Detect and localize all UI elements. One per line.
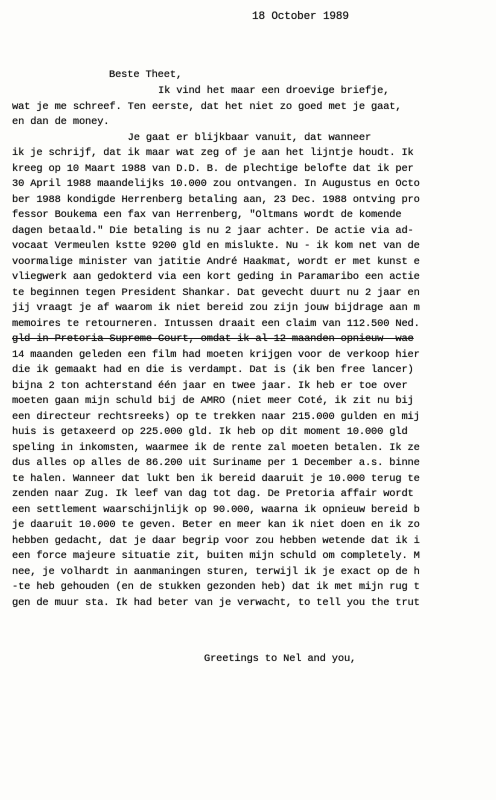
body-line: een directeur rechtsreeks) op te trekken naar 215.000 gulden en mij [12, 410, 420, 423]
body-line: huis is getaxeerd op 225.000 gld. Ik heb op dit moment 10.000 gld [12, 426, 408, 438]
body-line: dagen betaald." Die betaling is nu 2 jaar achter. De actie via ad- [12, 224, 414, 237]
body-line: een force majeure situatie zit, buiten mijn schuld om completely. M [12, 550, 420, 562]
body-line: te halen. Wanneer dat lukt ben ik bereid daaruit je 10.000 terug te [12, 472, 420, 485]
body-line: nee, je volhardt in aanmaningen sturen, terwijl ik je exact op de h [12, 565, 420, 578]
body-line: zenden naar Zug. Ik leef van dag tot dag. De Pretoria affair wordt [12, 488, 414, 500]
body-line: wat je me schreef. Ten eerste, dat het niet zo goed met je gaat, [12, 100, 402, 113]
body-line: moeten gaan mijn schuld bij de AMRO (niet meer Coté, ik zit nu bij [12, 395, 414, 407]
body-line: gen de muur sta. Ik had beter van je verwacht, to tell you the trut [12, 596, 420, 609]
body-line: ber 1988 kondigde Herrenberg betaling aan, 23 Dec. 1988 ontving pro [12, 193, 420, 206]
body-line: vliegwerk aan gedokterd via een kort geding in Paramaribo een actie [12, 271, 420, 283]
body-line: Je gaat er blijkbaar vanuit, dat wanneer [12, 131, 372, 144]
body-line: en dan de money. [12, 116, 110, 128]
body-line: die ik gemaakt had en die is verdampt. Dat is (ik ben free lancer) [12, 364, 414, 376]
body-line: vocaat Vermeulen kstte 9200 gld en mislukte. Nu - ik kom net van de [12, 240, 420, 252]
body-line: dus alles op alles de 86.200 uit Suriname per 1 December a.s. binne [12, 457, 420, 469]
body-line: te beginnen tegen President Shankar. Dat gevecht duurt nu 2 jaar en [12, 286, 420, 299]
body-line: een settlement waarschijnlijk op 90.000, waarna ik opnieuw bereid b [12, 503, 420, 516]
body-line: -te heb gehouden (en de stukken gezonden heb) dat ik met mijn rug t [12, 581, 420, 593]
body-line: voormalige minister van jatitie André Haakmat, wordt er met kunst e [12, 255, 420, 268]
body-line: speling in inkomsten, waarmee ik de rente zal moeten betalen. Ik ze [12, 441, 420, 454]
body-line-struck: gld in Pretoria Supreme Court, omdat ik al 12 maanden opnieuw wae [12, 333, 414, 345]
body-line: bijna 2 ton achterstand één jaar en twee jaar. Ik heb er toe over [12, 379, 408, 392]
letter-date: 18 October 1989 [252, 11, 349, 23]
body-line: fessor Boukema een fax van Herrenberg, "Oltmans wordt de komende [12, 209, 402, 221]
letter-body [12, 84, 494, 611]
body-line: je daaruit 10.000 te geven. Beter en meer kan ik niet doen en ik zo [12, 519, 420, 531]
body-line: 14 maanden geleden een film had moeten krijgen voor de verkoop hier [12, 348, 420, 361]
letter-closing: Greetings to Nel and you, [204, 653, 357, 665]
body-line: 30 April 1988 maandelijks 10.000 zou ontvangen. In Augustus en Octo [12, 178, 420, 190]
body-line: memoires te retourneren. Intussen draait een claim van 112.500 Ned. [12, 317, 420, 330]
body-line: ik je schrijf, dat ik maar wat zeg of je aan het lijntje houdt. Ik [12, 147, 414, 159]
body-line: kreeg op 10 Maart 1988 van D.D. B. de plechtige belofte dat ik per [12, 162, 414, 175]
body-line: hebben gedacht, dat je daar begrip voor zou hebben wetende dat ik i [12, 534, 420, 547]
body-line: Ik vind het maar een droevige briefje, [12, 85, 390, 97]
body-line: jij vraagt je af waarom ik niet bereid zou zijn jouw bijdrage aan m [12, 302, 420, 314]
letter-salutation: Beste Theet, [109, 69, 183, 81]
